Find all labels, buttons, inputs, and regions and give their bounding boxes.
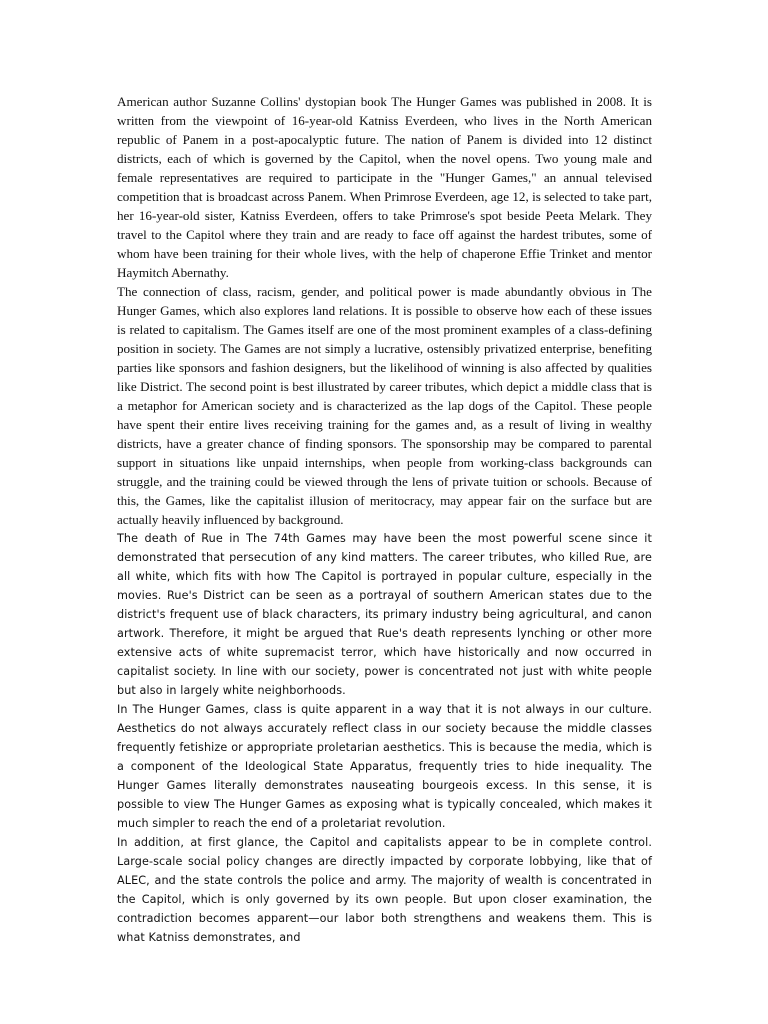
paragraph-aesthetics: In The Hunger Games, class is quite apparent in a way that it is not always in our culture. Aesthetics do not always accurately reflect class in our society because the middle classes frequently fetishize or appropriate proletarian aesthetics. This is because the media, which is a component of the Ideological State Apparatus, frequently tries to hide inequality. The Hunger Games literally demonstrates nauseating bourgeois excess. In this sense, it is possible to view The Hunger Games as exposing what is typically concealed, which makes it much simpler to reach the end of a proletariat revolution. — [117, 703, 652, 830]
paragraph-death-of-rue: The death of Rue in The 74th Games may have been the most powerful scene since it demonstrated that persecution of any kind matters. The career tributes, who killed Rue, are all white, which fits with how The Capitol is portrayed in popular culture, especially in the movies. Rue's District can be seen as a portrayal of southern American states due to the district's frequent use of black characters, its primary industry being agricultural, and canon artwork. Therefore, it might be argued that Rue's death represents lynching or other more extensive acts of white supremacist terror, which have historically and now occurred in capitalist society. In line with our society, power is concentrated not just with white people but also in largely white neighborhoods. — [117, 532, 652, 697]
paragraph-class-racism: The connection of class, racism, gender, and political power is made abundantly obvious in The Hunger Games, which also explores land relations. It is possible to observe how each of these issues is related to capitalism. The Games itself are one of the most prominent examples of a class-defining position in society. The Games are not simply a lucrative, ostensibly privatized enterprise, benefiting parties like sponsors and fashion designers, but the likelihood of winning is also affected by qualities like District. The second point is best illustrated by career tributes, which depict a middle class that is a metaphor for American society and is characterized as the lap dogs of the Capitol. These people have spent their entire lives receiving training for the games and, as a result of living in wealthy districts, have a greater chance of finding sponsors. The sponsorship may be compared to parental support in situations like unpaid internships, when people from working-class backgrounds can struggle, and the training could be viewed through the lens of private tuition or schools. Because of this, the Games, like the capitalist illusion of meritocracy, may appear fair on the surface but are actually heavily influenced by background. — [117, 284, 652, 527]
document-page — [117, 92, 652, 947]
paragraph-intro: American author Suzanne Collins' dystopian book The Hunger Games was published in 2008. It is written from the viewpoint of 16-year-old Katniss Everdeen, who lives in the North American republic of Panem in a post-apocalyptic future. The nation of Panem is divided into 12 distinct districts, each of which is governed by the Capitol, when the novel opens. Two young male and female representatives are required to participate in the "Hunger Games," an annual televised competition that is broadcast across Panem. When Primrose Everdeen, age 12, is selected to take part, her 16-year-old sister, Katniss Everdeen, offers to take Primrose's spot beside Peeta Melark. They travel to the Capitol where they train and are ready to face off against the hardest tributes, some of whom have been training for their whole lives, with the help of chaperone Effie Trinket and mentor Haymitch Abernathy. — [117, 94, 652, 280]
paragraph-capitol-control: In addition, at first glance, the Capitol and capitalists appear to be in complete control. Large-scale social policy changes are directly impacted by corporate lobbying, like that of ALEC, and the state controls the police and army. The majority of wealth is concentrated in the Capitol, which is only governed by its own people. But upon closer examination, the contradiction becomes apparent—our labor both strengthens and weakens them. This is what Katniss demonstrates, and — [117, 836, 652, 944]
